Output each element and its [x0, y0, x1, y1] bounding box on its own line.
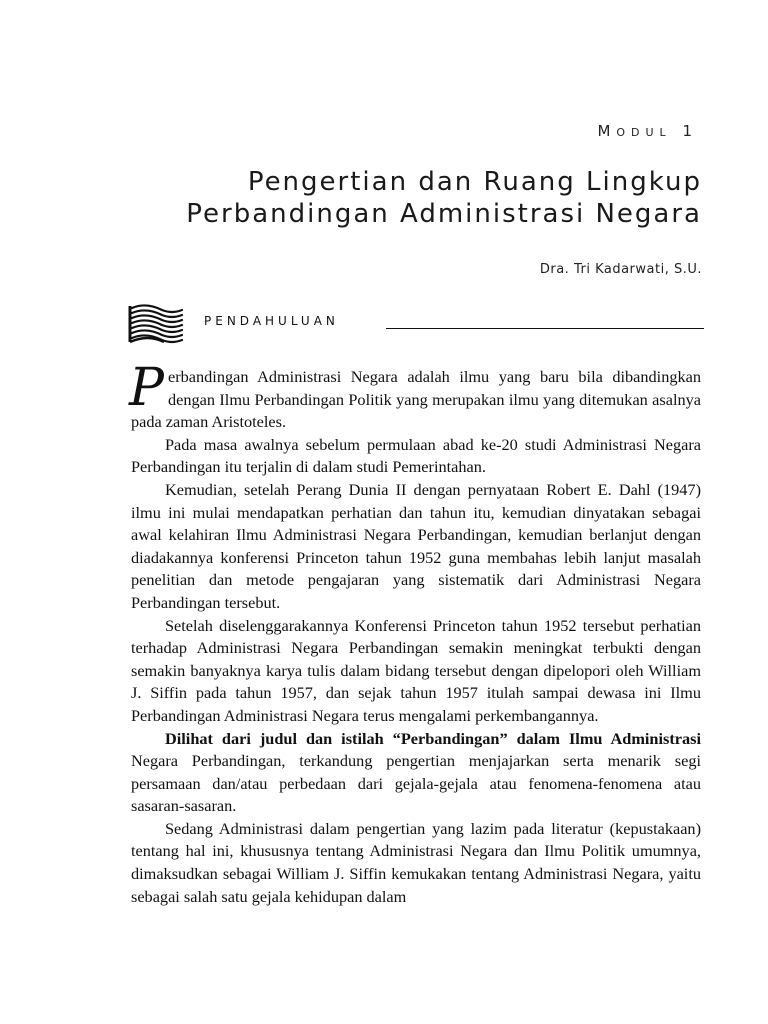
chapter-title	[82, 166, 702, 230]
paragraph-1-text: erbandingan Administrasi Negara adalah ilmu yang baru bila dibandingkan dengan Ilmu Perbandingan Politik yang merupakan ilmu yang ditemukan asalnya pada zaman Aristoteles.	[131, 367, 701, 432]
paragraph-6: Sedang Administrasi dalam pengertian yang lazim pada literatur (kepustakaan) tentang hal ini, khususnya tentang Administrasi Negara dan Ilmu Politik umumnya, dimaksudkan sebagai William J. Siffin kemukakan tentang Administrasi Negara, yaitu sebagai salah satu gejala kehidupan dalam	[131, 818, 701, 906]
section-divider	[386, 328, 704, 329]
section-label: PENDAHULUAN	[204, 314, 339, 328]
paragraph-3: Kemudian, setelah Perang Dunia II dengan pernyataan Robert E. Dahl (1947) ilmu ini mulai mendapatkan perhatian dan tahun itu, kemudian dinyatakan sebagai awal kelahiran Ilmu Administrasi Negara Perbandingan, kemudian berlanjut dengan diadakannya konferensi Princeton tahun 1952 guna membahas lebih lanjut masalah penelitian dan metode pengajaran yang sistematik dari Administrasi Negara Perbandingan tersebut.	[131, 479, 701, 612]
paragraph-4: Setelah diselenggarakannya Konferensi Princeton tahun 1952 tersebut perhatian terhadap Administrasi Negara Perbandingan semakin meningkat terbukti dengan semakin banyaknya karya tulis dalam bidang tersebut dengan dipelopori oleh William J. Siffin pada tahun 1957, dan sejak tahun 1957 itulah sampai dewasa ini Ilmu Perbandingan Administrasi Negara terus mengalami perkembangannya.	[131, 615, 701, 725]
paragraph-5-bold-lead: Dilihat dari judul dan istilah “Perbandingan” dalam Ilmu Administrasi	[165, 728, 701, 748]
chapter-title-line-2: Perbandingan Administrasi Negara	[186, 199, 702, 229]
paragraph-2: Pada masa awalnya sebelum permulaan abad ke-20 studi Administrasi Negara Perbandingan itu terjalin di dalam studi Pemerintahan.	[131, 434, 701, 477]
book-pages-icon	[128, 300, 184, 346]
chapter-title-line-1: Pengertian dan Ruang Lingkup	[247, 167, 702, 197]
drop-cap: P	[129, 358, 164, 418]
section-heading	[128, 300, 704, 346]
author-name: Dra. Tri Kadarwati, S.U.	[539, 262, 702, 277]
module-label: Modul 1	[597, 122, 698, 140]
paragraph-5	[131, 728, 701, 818]
paragraph-5-text: Negara Perbandingan, terkandung pengertian menjajarkan serta menarik segi persamaan dan/atau perbedaan dari gejala-gejala atau fenomena-fenomena atau sasaran-sasaran.	[131, 751, 701, 816]
body-text	[129, 358, 701, 908]
paragraph-1	[129, 358, 701, 434]
